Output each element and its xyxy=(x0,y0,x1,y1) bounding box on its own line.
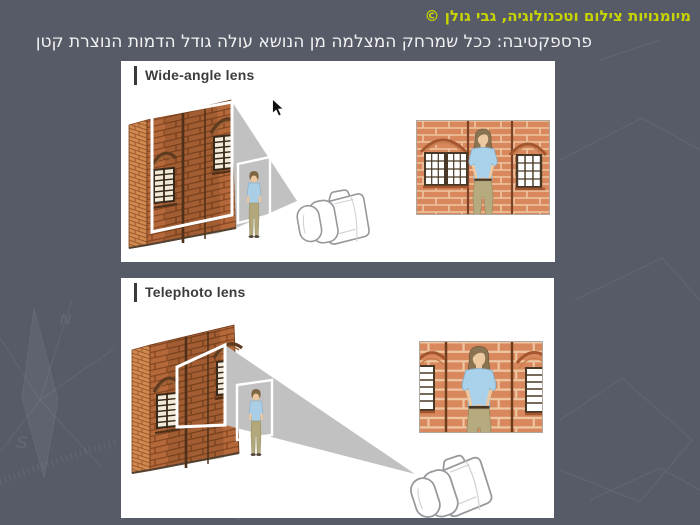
watermark-letter-s: S xyxy=(16,433,28,452)
telephoto-panel xyxy=(121,278,554,518)
photo-window xyxy=(517,155,541,187)
watermark-letter-n: N xyxy=(60,311,71,328)
mouse-cursor-icon xyxy=(271,98,285,118)
dslr-camera-icon xyxy=(294,189,369,247)
panel-title-wide-angle: Wide-angle lens xyxy=(134,66,254,85)
wide-angle-panel xyxy=(121,61,555,262)
slide-subtitle: פרספקטיבה: ככל שמרחק המצלמה מן הנושא עולה גודל הדמות הנוצרת קטן xyxy=(35,32,592,52)
dslr-camera-icon xyxy=(405,451,494,518)
photo-window xyxy=(447,153,467,185)
result-photo-telephoto xyxy=(413,341,551,450)
telephoto-illustration xyxy=(121,278,554,518)
result-photo-wide xyxy=(416,120,550,215)
photo-window xyxy=(425,153,445,185)
credit-line: מיומנויות צילום וטכנולוגיה, גבי גולן © xyxy=(424,7,691,25)
panel-title-telephoto: Telephoto lens xyxy=(134,283,246,302)
photo-window xyxy=(416,366,434,410)
wide-angle-illustration xyxy=(121,61,555,262)
photo-window xyxy=(526,368,544,412)
